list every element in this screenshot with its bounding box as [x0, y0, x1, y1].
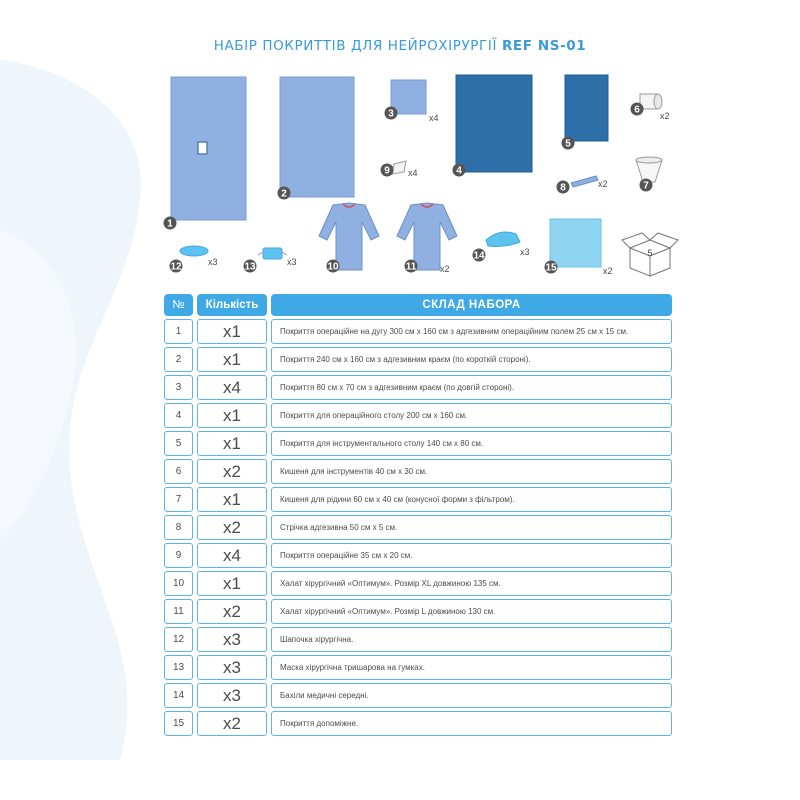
title-ref: REF NS-01 — [501, 38, 587, 54]
table-row — [164, 347, 672, 372]
illustration-4 — [453, 75, 533, 177]
illustration-quantity: x2 — [603, 266, 613, 276]
table-row — [164, 571, 672, 596]
table-row — [164, 515, 672, 540]
illustration-quantity: x2 — [440, 264, 450, 274]
row-quantity: x1 — [197, 571, 267, 596]
row-number: 2 — [164, 347, 193, 372]
illustration-number: 1 — [167, 218, 173, 230]
illustration-quantity: x3 — [520, 247, 530, 257]
table-row — [164, 711, 672, 736]
header-quantity: Кількість — [197, 294, 267, 316]
row-description: Маска хірургічна тришарова на гумках. — [271, 655, 672, 680]
table-row — [164, 431, 672, 456]
row-description: Покриття для операційного столу 200 см х 160 см. — [271, 403, 672, 428]
table-body — [164, 319, 672, 736]
illustration-number: 11 — [405, 261, 417, 273]
row-number: 12 — [164, 627, 193, 652]
illustration-quantity: x2 — [660, 111, 670, 121]
row-number: 11 — [164, 599, 193, 624]
illustration-quantity: x2 — [598, 179, 608, 189]
illustration-number: 10 — [327, 261, 339, 273]
illustration-6 — [631, 94, 670, 121]
illustration-number: 5 — [565, 138, 571, 150]
row-quantity: x4 — [197, 375, 267, 400]
illustration-8 — [557, 176, 608, 194]
table-row — [164, 459, 672, 484]
illustration-1 — [164, 77, 247, 230]
table-row — [164, 655, 672, 680]
table-row — [164, 599, 672, 624]
illustration-2 — [278, 77, 355, 200]
illustration-12 — [170, 246, 218, 273]
illustration-15 — [545, 219, 613, 276]
row-number: 10 — [164, 571, 193, 596]
illustration-13 — [244, 248, 297, 273]
illustration-number: 14 — [473, 250, 485, 262]
row-quantity: x1 — [197, 403, 267, 428]
illustration-number: 4 — [456, 165, 462, 177]
row-number: 7 — [164, 487, 193, 512]
row-number: 9 — [164, 543, 193, 568]
row-number: 13 — [164, 655, 193, 680]
row-quantity: x2 — [197, 515, 267, 540]
illustration-number: 8 — [560, 182, 566, 194]
row-description: Покриття 80 см х 70 см з адгезивним краєм (по довгій стороні). — [271, 375, 672, 400]
row-number: 1 — [164, 319, 193, 344]
box-label: 5 — [647, 248, 653, 258]
table-row — [164, 543, 672, 568]
table-row — [164, 487, 672, 512]
row-number: 5 — [164, 431, 193, 456]
row-description: Покриття для інструментального столу 140 см х 80 см. — [271, 431, 672, 456]
header-composition: СКЛАД НАБОРА — [271, 294, 672, 316]
row-number: 4 — [164, 403, 193, 428]
row-quantity: x1 — [197, 487, 267, 512]
illustration-10 — [319, 203, 379, 273]
table-row — [164, 319, 672, 344]
box-icon — [622, 233, 678, 276]
row-description: Бахіли медичні середні. — [271, 683, 672, 708]
row-description: Покриття операційне на дугу 300 см х 160 см з адгезивним операційним полем 25 см х 15 см. — [271, 319, 672, 344]
row-quantity: x1 — [197, 319, 267, 344]
row-quantity: x1 — [197, 347, 267, 372]
illustration-number: 3 — [388, 108, 394, 120]
illustration-7 — [636, 157, 662, 192]
table-row — [164, 683, 672, 708]
composition-table — [164, 294, 672, 736]
row-number: 8 — [164, 515, 193, 540]
row-description: Халат хірургічний «Оптимум». Розмір L довжиною 130 см. — [271, 599, 672, 624]
illustration-number: 2 — [281, 188, 287, 200]
row-quantity: x4 — [197, 543, 267, 568]
row-description: Халат хірургічний «Оптимум». Розмір XL довжиною 135 см. — [271, 571, 672, 596]
illustration-number: 15 — [545, 262, 557, 274]
row-description: Покриття операційне 35 см х 20 см. — [271, 543, 672, 568]
row-quantity: x2 — [197, 711, 267, 736]
table-row — [164, 403, 672, 428]
table-row — [164, 375, 672, 400]
table-row — [164, 627, 672, 652]
row-description: Кишеня для інструментів 40 см х 30 см. — [271, 459, 672, 484]
illustration-number: 13 — [244, 261, 256, 273]
row-description: Шапочка хірургічна. — [271, 627, 672, 652]
illustration-9 — [381, 161, 418, 178]
illustration-quantity: x4 — [408, 168, 418, 178]
title-main: НАБІР ПОКРИТТІВ ДЛЯ НЕЙРОХІРУРГІЇ — [213, 38, 498, 54]
row-quantity: x3 — [197, 655, 267, 680]
row-number: 6 — [164, 459, 193, 484]
page-title — [0, 38, 800, 54]
header-number: № — [164, 294, 193, 316]
row-quantity: x2 — [197, 599, 267, 624]
illustration-14 — [473, 232, 530, 262]
row-quantity: x2 — [197, 459, 267, 484]
row-description: Стрічка адгезивна 50 см х 5 см. — [271, 515, 672, 540]
row-quantity: x3 — [197, 627, 267, 652]
illustration-number: 7 — [643, 180, 649, 192]
illustration-number: 6 — [634, 104, 640, 116]
row-quantity: x3 — [197, 683, 267, 708]
illustration-quantity: x4 — [429, 113, 439, 123]
illustration-5 — [562, 75, 609, 150]
illustration-11 — [397, 203, 457, 274]
illustration-number: 9 — [384, 165, 390, 177]
illustration-quantity: x3 — [287, 257, 297, 267]
illustration-quantity: x3 — [208, 257, 218, 267]
table-header — [164, 294, 672, 316]
row-description: Покриття допоміжне. — [271, 711, 672, 736]
illustration-number: 12 — [170, 261, 182, 273]
row-number: 14 — [164, 683, 193, 708]
row-quantity: x1 — [197, 431, 267, 456]
row-number: 15 — [164, 711, 193, 736]
row-number: 3 — [164, 375, 193, 400]
illustration-3 — [385, 80, 439, 123]
row-description: Кишеня для рідини 60 см х 40 см (конусної форми з фільтром). — [271, 487, 672, 512]
row-description: Покриття 240 см х 160 см з адгезивним краєм (по короткій стороні). — [271, 347, 672, 372]
